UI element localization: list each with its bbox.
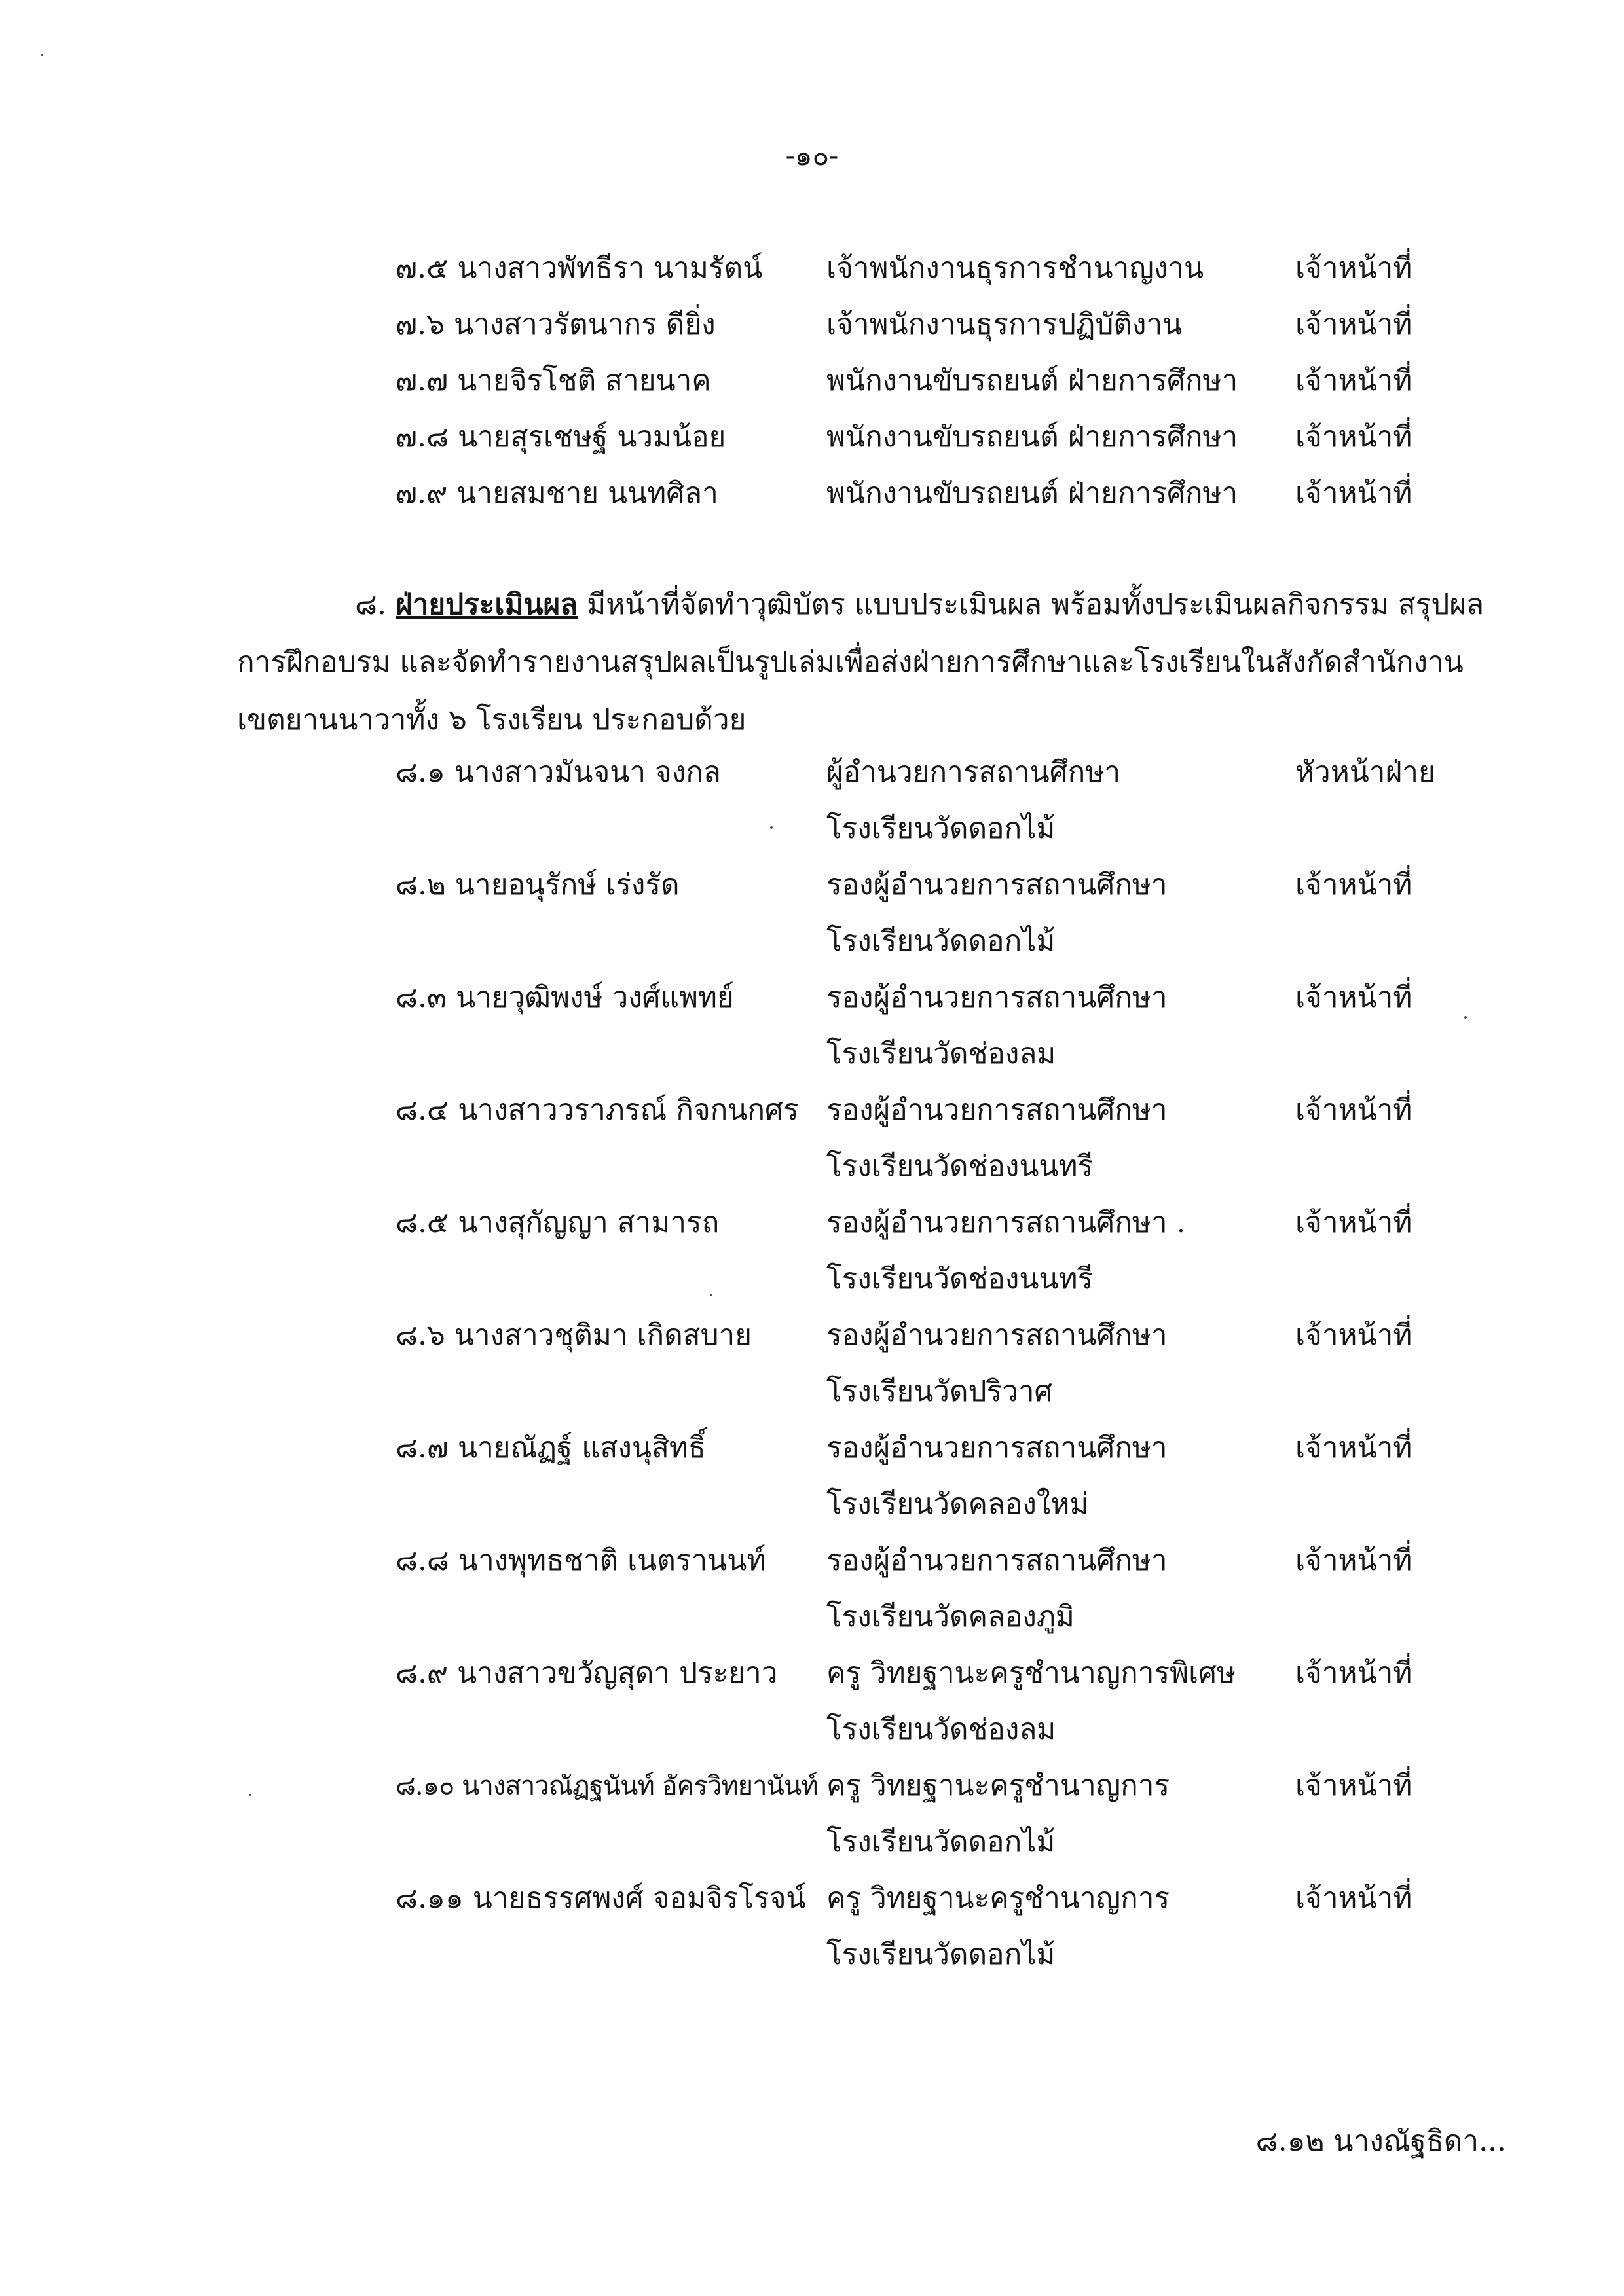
member-role: เจ้าหน้าที่	[1295, 251, 1412, 285]
member-name: ๘.๑๐ นางสาวณัฏฐนันท์ อัครวิทยานันท์	[396, 1771, 818, 1801]
member-name: ๗.๙ นายสมชาย นนทศิลา	[396, 477, 718, 510]
member-role: เจ้าหน้าที่	[1295, 1656, 1412, 1690]
member-school: โรงเรียนวัดดอกไม้	[826, 812, 1056, 845]
scan-speck	[249, 1794, 251, 1796]
member-role: เจ้าหน้าที่	[1295, 420, 1412, 454]
member-name: ๘.๑๑ นายธรรศพงศ์ จอมจิรโรจน์	[396, 1882, 806, 1915]
member-position: รองผู้อำนวยการสถานศึกษา	[826, 1544, 1168, 1577]
scan-speck	[1464, 1016, 1467, 1019]
member-name: ๘.๗ นายณัฏฐ์ แสงนุสิทธิ์	[396, 1431, 706, 1465]
continuation-note: ๘.๑๒ นางณัฐธิดา...	[1255, 2124, 1506, 2158]
member-role: เจ้าหน้าที่	[1295, 868, 1412, 902]
scan-speck	[770, 826, 773, 829]
member-position: รองผู้อำนวยการสถานศึกษา	[826, 868, 1168, 902]
member-role: เจ้าหน้าที่	[1295, 1431, 1412, 1465]
member-position: รองผู้อำนวยการสถานศึกษา	[826, 1319, 1168, 1352]
member-school: โรงเรียนวัดช่องนนทรี	[826, 1150, 1094, 1183]
member-name: ๘.๖ นางสาวชุติมา เกิดสบาย	[396, 1319, 752, 1352]
page-number: -๑๐-	[785, 139, 839, 172]
scan-speck	[710, 1294, 712, 1296]
member-school: โรงเรียนวัดช่องลม	[826, 1037, 1056, 1070]
member-role: เจ้าหน้าที่	[1295, 1769, 1412, 1802]
member-school: โรงเรียนวัดดอกไม้	[826, 1938, 1056, 1971]
member-name: ๗.๘ นายสุรเชษฐ์ นวมน้อย	[396, 420, 726, 454]
member-school: โรงเรียนวัดปริวาศ	[826, 1375, 1053, 1408]
member-position: รองผู้อำนวยการสถานศึกษา	[826, 1431, 1168, 1465]
member-position: เจ้าพนักงานธุรการชำนาญงาน	[826, 251, 1204, 285]
member-school: โรงเรียนวัดดอกไม้	[826, 1825, 1056, 1859]
member-position: พนักงานขับรถยนต์ ฝ่ายการศึกษา	[826, 477, 1238, 510]
scan-speck	[41, 54, 43, 56]
member-school: โรงเรียนวัดช่องลม	[826, 1713, 1056, 1746]
member-name: ๘.๙ นางสาวขวัญสุดา ประยาว	[396, 1656, 778, 1690]
member-position: พนักงานขับรถยนต์ ฝ่ายการศึกษา	[826, 364, 1238, 397]
member-position: รองผู้อำนวยการสถานศึกษา	[826, 981, 1168, 1014]
paragraph-text: มีหน้าที่จัดทำวุฒิบัตร แบบประเมินผล พร้อมทั้งประเมินผลกิจกรรม สรุปผล	[587, 588, 1485, 621]
member-role: เจ้าหน้าที่	[1295, 308, 1412, 341]
section-heading: ฝ่ายประเมินผล	[395, 588, 578, 621]
member-name: ๘.๘ นางพุทธชาติ เนตรานนท์	[396, 1544, 766, 1577]
section-paragraph	[237, 576, 1514, 749]
member-position: เจ้าพนักงานธุรการปฏิบัติงาน	[826, 308, 1183, 341]
member-position: ครู วิทยฐานะครูชำนาญการพิเศษ	[826, 1656, 1236, 1690]
member-role: เจ้าหน้าที่	[1295, 981, 1412, 1014]
member-name: ๘.๔ นางสาววราภรณ์ กิจกนกศร	[396, 1093, 799, 1127]
member-role: เจ้าหน้าที่	[1295, 1206, 1412, 1239]
member-role: เจ้าหน้าที่	[1295, 477, 1412, 510]
member-name: ๘.๕ นางสุกัญญา สามารถ	[396, 1206, 720, 1239]
paragraph-line: เขตยานนาวาทั้ง ๖ โรงเรียน ประกอบด้วย	[237, 703, 747, 737]
member-name: ๗.๗ นายจิรโชติ สายนาค	[396, 364, 711, 397]
paragraph-line	[237, 576, 1514, 634]
member-position: รองผู้อำนวยการสถานศึกษา .	[826, 1206, 1186, 1239]
section-number: ๘.	[355, 588, 386, 621]
paragraph-line: การฝึกอบรม และจัดทำรายงานสรุปผลเป็นรูปเล่มเพื่อส่งฝ่ายการศึกษาและโรงเรียนในสังกัดสำนักงาน	[237, 646, 1464, 679]
member-role: เจ้าหน้าที่	[1295, 364, 1412, 397]
member-name: ๗.๖ นางสาวรัตนากร ดียิ่ง	[396, 308, 716, 341]
member-position: ครู วิทยฐานะครูชำนาญการ	[826, 1882, 1170, 1915]
member-name: ๗.๕ นางสาวพัทธีรา นามรัตน์	[396, 251, 763, 285]
member-role: เจ้าหน้าที่	[1295, 1882, 1412, 1915]
member-name: ๘.๒ นายอนุรักษ์ เร่งรัด	[396, 868, 680, 902]
member-school: โรงเรียนวัดดอกไม้	[826, 924, 1056, 958]
member-school: โรงเรียนวัดคลองใหม่	[826, 1487, 1089, 1521]
member-position: ผู้อำนวยการสถานศึกษา	[826, 756, 1121, 789]
member-position: รองผู้อำนวยการสถานศึกษา	[826, 1093, 1168, 1127]
member-role: เจ้าหน้าที่	[1295, 1093, 1412, 1127]
member-role: เจ้าหน้าที่	[1295, 1319, 1412, 1352]
member-role: เจ้าหน้าที่	[1295, 1544, 1412, 1577]
member-school: โรงเรียนวัดคลองภูมิ	[826, 1600, 1075, 1633]
member-name: ๘.๓ นายวุฒิพงษ์ วงศ์แพทย์	[396, 981, 734, 1014]
member-name: ๘.๑ นางสาวมันจนา จงกล	[396, 756, 721, 789]
member-role: หัวหน้าฝ่าย	[1295, 756, 1435, 789]
member-position: พนักงานขับรถยนต์ ฝ่ายการศึกษา	[826, 420, 1238, 454]
member-school: โรงเรียนวัดช่องนนทรี	[826, 1262, 1094, 1296]
member-position: ครู วิทยฐานะครูชำนาญการ	[826, 1769, 1170, 1802]
